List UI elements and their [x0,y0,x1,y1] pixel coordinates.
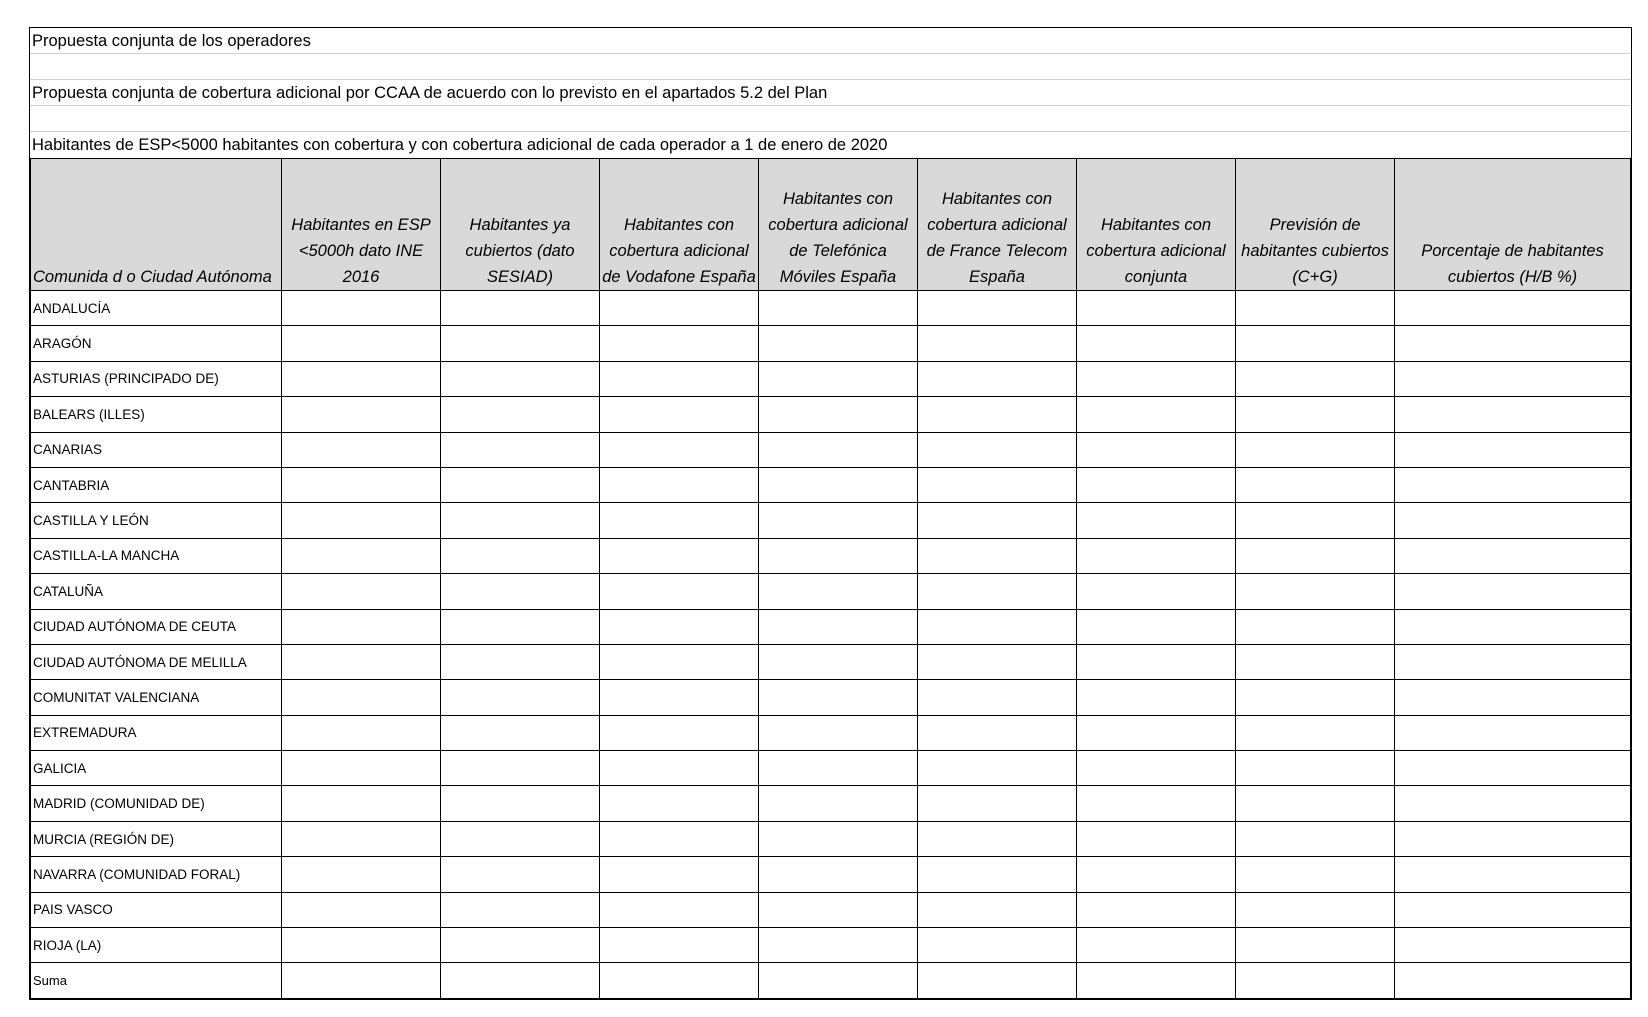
value-cell[interactable] [600,574,759,609]
value-cell[interactable] [1236,751,1395,786]
spreadsheet-form [29,27,1632,1000]
value-cell[interactable] [918,892,1077,927]
value-cell[interactable] [1395,892,1631,927]
value-cell[interactable] [441,609,600,644]
table-row [31,432,1631,467]
value-cell[interactable] [441,538,600,573]
value-cell[interactable] [1395,609,1631,644]
value-cell[interactable] [918,432,1077,467]
value-cell[interactable] [759,361,918,396]
value-cell[interactable] [918,609,1077,644]
value-cell[interactable] [759,432,918,467]
header-percentage: Porcentaje de habitantes cubiertos (H/B %) [1395,159,1631,291]
value-cell[interactable] [282,574,441,609]
value-cell[interactable] [918,821,1077,856]
value-cell[interactable] [1395,715,1631,750]
header-joint-coverage: Habitantes con cobertura adicional conjunta [1077,159,1236,291]
value-cell[interactable] [600,291,759,326]
value-cell[interactable] [918,786,1077,821]
value-cell[interactable] [1236,928,1395,963]
value-cell[interactable] [282,291,441,326]
table-body [31,291,1631,999]
value-cell[interactable] [441,821,600,856]
value-cell[interactable] [1077,715,1236,750]
value-cell[interactable] [918,538,1077,573]
value-cell[interactable] [441,467,600,502]
value-cell[interactable] [282,786,441,821]
value-cell[interactable] [600,892,759,927]
value-cell[interactable] [759,397,918,432]
value-cell[interactable] [282,326,441,361]
total-row [31,963,1631,998]
table-row [31,751,1631,786]
table-row [31,538,1631,573]
value-cell[interactable] [759,326,918,361]
value-cell[interactable] [1395,786,1631,821]
value-cell[interactable] [600,715,759,750]
value-cell[interactable] [759,892,918,927]
value-cell[interactable] [1236,361,1395,396]
value-cell[interactable] [1236,715,1395,750]
region-name-cell: EXTREMADURA [31,715,282,750]
value-cell[interactable] [1236,786,1395,821]
value-cell[interactable] [1236,680,1395,715]
value-cell[interactable] [441,326,600,361]
value-cell[interactable] [1395,361,1631,396]
value-cell[interactable] [918,644,1077,679]
value-cell[interactable] [600,432,759,467]
value-cell[interactable] [600,503,759,538]
value-cell[interactable] [1395,857,1631,892]
region-name-cell: MADRID (COMUNIDAD DE) [31,786,282,821]
title-inhabitants: Habitantes de ESP<5000 habitantes con cobertura y con cobertura adicional de cada operador a 1 de enero de 2020 [32,136,888,154]
value-cell[interactable] [282,609,441,644]
table-row [31,821,1631,856]
region-name-cell: ARAGÓN [31,326,282,361]
value-cell[interactable] [600,467,759,502]
table-row [31,680,1631,715]
value-cell[interactable] [600,786,759,821]
value-cell[interactable] [1395,538,1631,573]
header-row [31,159,1631,291]
value-cell[interactable] [600,538,759,573]
table-row [31,928,1631,963]
value-cell[interactable] [918,963,1077,998]
value-cell[interactable] [1236,857,1395,892]
value-cell[interactable] [1395,326,1631,361]
value-cell[interactable] [759,574,918,609]
value-cell[interactable] [441,574,600,609]
value-cell[interactable] [441,680,600,715]
header-france-telecom: Habitantes con cobertura adicional de France Telecom España [918,159,1077,291]
value-cell[interactable] [441,928,600,963]
value-cell[interactable] [282,538,441,573]
table-row [31,892,1631,927]
value-cell[interactable] [282,680,441,715]
value-cell[interactable] [282,963,441,998]
value-cell[interactable] [1077,609,1236,644]
value-cell[interactable] [282,715,441,750]
value-cell[interactable] [282,928,441,963]
value-cell[interactable] [1077,538,1236,573]
value-cell[interactable] [918,680,1077,715]
value-cell[interactable] [441,397,600,432]
value-cell[interactable] [759,857,918,892]
value-cell[interactable] [1077,786,1236,821]
header-vodafone: Habitantes con cobertura adicional de Vodafone España [600,159,759,291]
value-cell[interactable] [1395,574,1631,609]
region-name-cell: CATALUÑA [31,574,282,609]
value-cell[interactable] [282,432,441,467]
region-name-cell: CASTILLA Y LEÓN [31,503,282,538]
region-name-cell: CANTABRIA [31,467,282,502]
value-cell[interactable] [1236,892,1395,927]
value-cell[interactable] [1236,574,1395,609]
value-cell[interactable] [600,326,759,361]
value-cell[interactable] [600,963,759,998]
region-name-cell: COMUNITAT VALENCIANA [31,680,282,715]
value-cell[interactable] [918,503,1077,538]
value-cell[interactable] [1236,644,1395,679]
value-cell[interactable] [1236,538,1395,573]
table-row [31,574,1631,609]
value-cell[interactable] [759,291,918,326]
value-cell[interactable] [759,928,918,963]
value-cell[interactable] [282,892,441,927]
value-cell[interactable] [1077,963,1236,998]
value-cell[interactable] [759,467,918,502]
value-cell[interactable] [441,892,600,927]
header-covered-sesiad: Habitantes ya cubiertos (dato SESIAD) [441,159,600,291]
value-cell[interactable] [1077,680,1236,715]
value-cell[interactable] [1236,503,1395,538]
value-cell[interactable] [759,963,918,998]
value-cell[interactable] [1077,892,1236,927]
value-cell[interactable] [1077,821,1236,856]
value-cell[interactable] [1236,609,1395,644]
value-cell[interactable] [1395,503,1631,538]
table-row [31,326,1631,361]
value-cell[interactable] [282,397,441,432]
value-cell[interactable] [1077,432,1236,467]
value-cell[interactable] [1077,503,1236,538]
value-cell[interactable] [282,503,441,538]
value-cell[interactable] [918,857,1077,892]
value-cell[interactable] [282,467,441,502]
value-cell[interactable] [600,361,759,396]
value-cell[interactable] [600,928,759,963]
value-cell[interactable] [441,786,600,821]
value-cell[interactable] [441,857,600,892]
value-cell[interactable] [600,644,759,679]
value-cell[interactable] [759,503,918,538]
value-cell[interactable] [759,680,918,715]
region-name-cell: MURCIA (REGIÓN DE) [31,821,282,856]
value-cell[interactable] [441,644,600,679]
table-row [31,503,1631,538]
value-cell[interactable] [600,751,759,786]
value-cell[interactable] [759,751,918,786]
value-cell[interactable] [759,786,918,821]
value-cell[interactable] [1077,644,1236,679]
value-cell[interactable] [759,609,918,644]
value-cell[interactable] [918,928,1077,963]
value-cell[interactable] [1395,751,1631,786]
value-cell[interactable] [1077,751,1236,786]
value-cell[interactable] [282,644,441,679]
table-row [31,397,1631,432]
value-cell[interactable] [1077,326,1236,361]
value-cell[interactable] [1236,291,1395,326]
value-cell[interactable] [759,715,918,750]
value-cell[interactable] [1077,397,1236,432]
value-cell[interactable] [1395,467,1631,502]
value-cell[interactable] [759,821,918,856]
value-cell[interactable] [282,751,441,786]
header-forecast: Previsión de habitantes cubiertos (C+G) [1236,159,1395,291]
table-row [31,361,1631,396]
value-cell[interactable] [600,609,759,644]
value-cell[interactable] [918,397,1077,432]
value-cell[interactable] [282,821,441,856]
region-name-cell: ASTURIAS (PRINCIPADO DE) [31,361,282,396]
blank-row [30,106,1631,132]
region-name-cell: BALEARS (ILLES) [31,397,282,432]
value-cell[interactable] [1077,467,1236,502]
value-cell[interactable] [1236,467,1395,502]
value-cell[interactable] [1395,644,1631,679]
value-cell[interactable] [1077,574,1236,609]
region-name-cell: ANDALUCÍA [31,291,282,326]
value-cell[interactable] [759,538,918,573]
value-cell[interactable] [1077,928,1236,963]
coverage-table [30,158,1631,999]
value-cell[interactable] [1395,397,1631,432]
value-cell[interactable] [1395,821,1631,856]
header-telefonica: Habitantes con cobertura adicional de Telefónica Móviles España [759,159,918,291]
value-cell[interactable] [441,361,600,396]
region-name-cell: GALICIA [31,751,282,786]
table-header [31,159,1631,291]
region-name-cell: PAIS VASCO [31,892,282,927]
region-name-cell: CANARIAS [31,432,282,467]
value-cell[interactable] [918,574,1077,609]
value-cell[interactable] [600,680,759,715]
value-cell[interactable] [441,503,600,538]
region-name-cell: RIOJA (LA) [31,928,282,963]
header-region: Comunida d o Ciudad Autónoma [31,159,282,291]
value-cell[interactable] [1077,361,1236,396]
table-row [31,857,1631,892]
title-operators: Propuesta conjunta de los operadores [30,28,1631,54]
value-cell[interactable] [1236,432,1395,467]
table-row [31,715,1631,750]
region-name-cell: Suma [31,963,282,998]
value-cell[interactable] [1395,963,1631,998]
value-cell[interactable] [1236,326,1395,361]
table-row [31,609,1631,644]
value-cell[interactable] [918,467,1077,502]
value-cell[interactable] [918,751,1077,786]
value-cell[interactable] [600,821,759,856]
value-cell[interactable] [918,361,1077,396]
value-cell[interactable] [1236,397,1395,432]
value-cell[interactable] [441,432,600,467]
value-cell[interactable] [1395,432,1631,467]
table-row [31,644,1631,679]
value-cell[interactable] [1236,963,1395,998]
value-cell[interactable] [1395,680,1631,715]
value-cell[interactable] [441,715,600,750]
region-name-cell: CIUDAD AUTÓNOMA DE MELILLA [31,644,282,679]
value-cell[interactable] [282,857,441,892]
value-cell[interactable] [918,291,1077,326]
region-name-cell: NAVARRA (COMUNIDAD FORAL) [31,857,282,892]
value-cell[interactable] [759,644,918,679]
region-name-cell: CASTILLA-LA MANCHA [31,538,282,573]
value-cell[interactable] [600,857,759,892]
value-cell[interactable] [441,751,600,786]
value-cell[interactable] [1395,928,1631,963]
value-cell[interactable] [1077,291,1236,326]
value-cell[interactable] [441,291,600,326]
blank-row [30,54,1631,80]
region-name-cell: CIUDAD AUTÓNOMA DE CEUTA [31,609,282,644]
value-cell[interactable] [282,361,441,396]
value-cell[interactable] [1395,291,1631,326]
table-row [31,786,1631,821]
table-row [31,467,1631,502]
value-cell[interactable] [441,963,600,998]
header-inhabitants-ine: Habitantes en ESP <5000h dato INE 2016 [282,159,441,291]
value-cell[interactable] [918,715,1077,750]
table-row [31,291,1631,326]
value-cell[interactable] [1236,821,1395,856]
value-cell[interactable] [918,326,1077,361]
value-cell[interactable] [600,397,759,432]
value-cell[interactable] [1077,857,1236,892]
title-proposal: Propuesta conjunta de cobertura adicional por CCAA de acuerdo con lo previsto en el apartados 5.2 del Plan [30,80,1631,106]
